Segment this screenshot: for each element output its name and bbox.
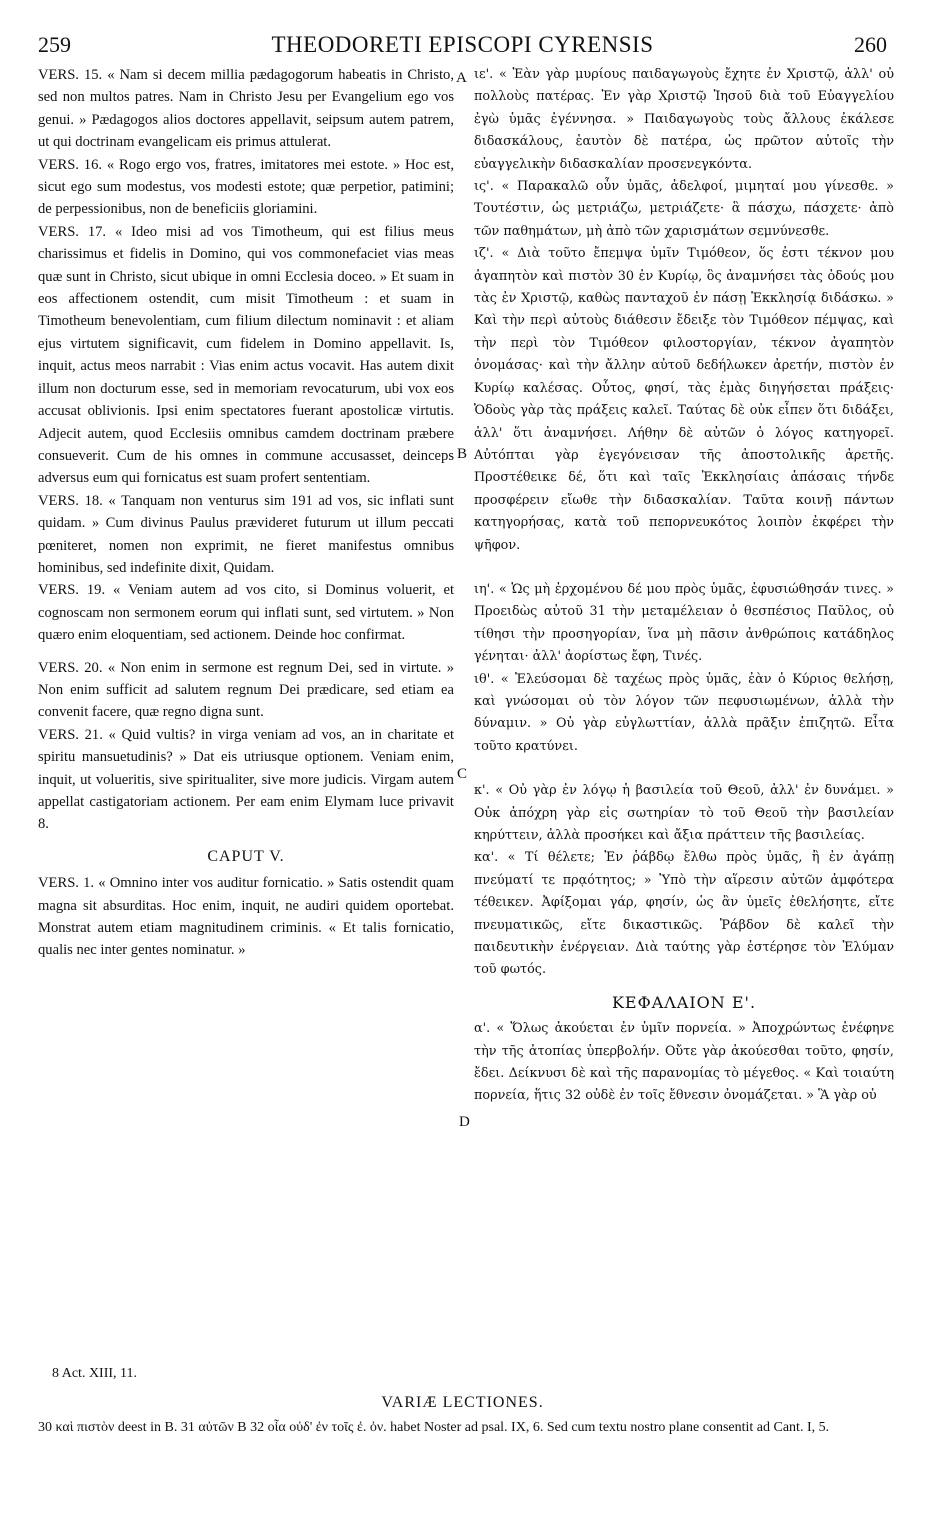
greek-paragraph: ιη'. « Ὡς μὴ ἐρχομένου δέ μου πρὸς ὑμᾶς, ἐφυσιώθησάν τινες. » Προειδὼς αὐτοῦ 31 τὴν μεταμέλειαν ὁ θεσπέσιος Παῦλος, οὐ τίθησι τὴν προσηγορίαν, ἵνα μὴ πᾶσιν ἀνθρώποις κατάδηλος γένηται· ἀλλ' ἀορίστως ἔφη, Τινές. (474, 581, 894, 665)
latin-paragraph: VERS. 18. « Tanquam non venturus sim 191 ad vos, sic inflati sunt quidam. » Cum divinus Paulus prævideret futurum ut illum peccati pœniteret, nomen non exprimit, ne fieret manifestus omnibus hominibus, sed indefinite dixit, Quidam. (38, 492, 454, 576)
greek-paragraph: ιε'. « Ἐὰν γὰρ μυρίους παιδαγωγοὺς ἔχητε ἐν Χριστῷ, ἀλλ' οὐ πολλοὺς πατέρας. Ἐν γὰρ Χριστῷ Ἰησοῦ διὰ τοῦ Εὐαγγελίου ἐγὼ ὑμᾶς ἐγέννησα. » Παιδαγωγοὺς τοὺς ἄλλους ἐκάλεσε διδασκάλους, ἑαυτὸν δὲ πατέρα, ὡς πρῶτον αὐτοῖς τὴν εὐαγγελικὴν διδασκαλίαν προσενεγκόντα. (474, 67, 894, 172)
greek-paragraph: ιζ'. « Διὰ τοῦτο ἔπεμψα ὑμῖν Τιμόθεον, ὅς ἐστι τέκνον μου ἀγαπητὸν καὶ πιστὸν 30 ἐν Κυρίῳ, ὃς ἀναμνήσει τὰς ὁδούς μου τὰς ἐν Χριστῷ, καθὼς πανταχοῦ ἐν πάσῃ Ἐκκλησίᾳ διδάσκω. » Καὶ τὴν περὶ αὐτοὺς διάθεσιν ἔδειξε τὸν Τιμόθεον πέμψας, καὶ τὴν περὶ τὸν Τιμόθεον φιλοστοργίαν, τέκνον ἀγαπητὸν ὀνομάσας· καὶ τὴν ἄλλην αὐτοῦ δεδήλωκεν ἀρετήν, πιστὸν ἐν Κυρίῳ καλέσας. Οὗτος, φησί, τὰς ἐμὰς διηγήσεται πράξεις· Ὁδοὺς γὰρ τὰς πράξεις καλεῖ. Ταύτας δὲ οὐκ εἶπεν ὅτι διδάξει, ἀλλ' ὅτι ἀναμνήσει. Λήθην δὲ αὐτῶν ὁ λόγος κατηγορεῖ. Αὐτόπται γὰρ ἐγεγόνεισαν τῆς ἀποστολικῆς ἀρετῆς. Προστέθεικε δέ, ὅτι καὶ ταῖς Ἐκκλησίαις ἁπάσαις τήνδε προσφέρειν εἴωθε τὴν διδασκαλίαν. Ταῦτα κοινῇ πάντων κατηγορήσας, κατὰ τοῦ πεπορνευκότος λοιπὸν ἐκφέρει τὴν ψῆφον. (474, 246, 894, 553)
margin-letter-a: A (456, 70, 467, 86)
greek-column (474, 64, 894, 1108)
margin-letter-c: C (457, 766, 468, 782)
latin-paragraph: VERS. 19. « Veniam autem ad vos cito, si Dominus voluerit, et cognoscam non sermonem eorum qui inflati sunt, sed virtutem. » Non quæro enim eloquentiam, sed actionem. Deinde hoc confirmat. (38, 582, 454, 644)
footnote: 8 Act. XIII, 11. (52, 1366, 138, 1381)
running-title: THEODORETI EPISCOPI CYRENSIS (271, 32, 654, 57)
greek-paragraph: α'. « Ὅλως ἀκούεται ἐν ὑμῖν πορνεία. » Ἀποχρώντως ἐνέφηνε τὴν τῆς ἀτοπίας ὑπερβολήν. Οὔτε γὰρ ἀκούεσθαι τοῦτο, φησίν, ἔδει. Δείκνυσι δὲ καὶ τῆς παρανομίας τὸ μέγεθος. « Καὶ τοιαύτη πορνεία, ἥτις 32 οὐδὲ ἐν τοῖς ἔθνεσιν ὀνομάζεται. » Ἃ γὰρ οὐ (474, 1021, 894, 1104)
greek-paragraph: κα'. « Τί θέλετε; Ἐν ῥάβδῳ ἔλθω πρὸς ὑμᾶς, ἢ ἐν ἀγάπῃ πνεύματί τε πρᾳότητος; » Ὑπὸ τὴν αἵρεσιν αὐτῶν ἀμφότερα τέθεικεν. Ἀφίξομαι γάρ, φησίν, ὡς ἂν ὑμεῖς ἐθελήσητε, εἴτε πνευματικῶς, εἴτε δικαστικῶς. Ῥάβδον δὲ καλεῖ τὴν παιδευτικὴν ἐνέργειαν. Διὰ ταύτης γὰρ ἐστέρησε τὸν Ἐλύμαν τοῦ φωτός. (474, 850, 894, 978)
page-number-right: 260 (854, 32, 887, 57)
greek-paragraph: κ'. « Οὐ γὰρ ἐν λόγῳ ἡ βασιλεία τοῦ Θεοῦ, ἀλλ' ἐν δυνάμει. » Οὐκ ἀπόχρη γὰρ εἰς σωτηρίαν τὸ τοῦ Θεοῦ τὴν βασιλείαν κηρύττειν, ἀλλὰ προσήκει καὶ ἄξια πράττειν τῆς βασιλείας. (474, 783, 894, 843)
latin-paragraph: VERS. 16. « Rogo ergo vos, fratres, imitatores mei estote. » Hoc est, sicut ego sum modestus, vos modesti estote; quæ perpetior, patimini; de perpessionibus, non de beneficiis gloriamini. (38, 156, 454, 218)
page-header (38, 32, 887, 62)
chapter-heading-greek: ΚΕΦΑΛΑΙΟΝ Ε'. (611, 992, 757, 1012)
latin-paragraph: VERS. 20. « Non enim in sermone est regnum Dei, sed in virtute. » Non enim sufficit ad salutem regnum Dei prædicare, sed etiam ea convenit facere, quæ regno digna sunt. (38, 659, 454, 721)
latin-paragraph: VERS. 15. « Nam si decem millia pædagogorum habeatis in Christo, sed non multos patres. Nam in Christo Jesu per Evangelium ego vos genui. » Pædagogos alios doctores appellavit, seipsum autem patrem, ut qui doctrinam evangelicam eis primus attulerat. (38, 67, 454, 151)
latin-paragraph: VERS. 21. « Quid vultis? in virga veniam ad vos, an in charitate et spiritu mansuetudinis? » Dat eis utriusque optionem. Veniam enim, inquit, ut volueritis, sive spiritualiter, sive more judicis. Virgam autem appellat castigatoriam actionem. Per eam enim Elymam luce privavit 8. (38, 726, 454, 833)
latin-paragraph: VERS. 17. « Ideo misi ad vos Timotheum, qui est filius meus charissimus et fidelis in Domino, qui vos commonefaciet vias meas quæ sunt in Christo, sicut ubique in omni Ecclesia doceo. » Et suam in eos affectionem ostendit, cum misit Timotheum : et suam in Timotheum benevolentiam, cum filium dilectum nominavit : et aliam ejus virtutem significavit, cum fidelem in Domino appellavit. Is, inquit, actus meos narrabit : Vias enim actus vocavit. Has autem dixit illum non docturum esse, sed in memoriam revocaturum, ubi vox eos accusat oblivionis. Ipsi enim spectatores fuerant apostolicæ virtutis. Adjecit autem, quod Ecclesiis omnibus camdem doctrinam præbere consueverit. Cum de his omnes in commune accusasset, deinceps adversus eum qui fornicatus est suam profert sententiam. (38, 223, 454, 487)
greek-paragraph: ιθ'. « Ἐλεύσομαι δὲ ταχέως πρὸς ὑμᾶς, ἐὰν ὁ Κύριος θελήσῃ, καὶ γνώσομαι οὐ τὸν λόγον τῶν πεφυσιωμένων, ἀλλὰ τὴν δύναμιν. » Οὐ γὰρ εὐγλωττίαν, ἀλλὰ πρᾶξιν ἐπιζητῶ. Εἶτα τοῦτο κρατύνει. (474, 671, 894, 754)
latin-paragraph: VERS. 1. « Omnino inter vos auditur fornicatio. » Satis ostendit quam magna sit absurditas. Hoc enim, inquit, ne audiri quidem oportebat. Monstrat autem etiam magnitudinem criminis. « Et talis fornicatio, qualis nec inter gentes nominatur. » (38, 875, 454, 959)
margin-letter-b: B (457, 446, 468, 462)
variae-lectiones-title: VARIÆ LECTIONES. (381, 1394, 544, 1411)
variae-lectiones-text: 30 καὶ πιστὸν deest in B. 31 αὐτῶν B 32 οἷα οὐδ' ἐν τοῖς ἐ. ὀν. habet Noster ad psal. IX, 6. Sed cum textu nostro plane consentit ad Cant. I, 5. (38, 1420, 830, 1435)
latin-column (38, 64, 454, 962)
margin-letter-d: D (459, 1114, 470, 1130)
page-number-left: 259 (38, 32, 71, 57)
chapter-heading-latin: CAPUT V. (207, 847, 285, 865)
greek-paragraph: ις'. « Παρακαλῶ οὖν ὑμᾶς, ἀδελφοί, μιμηταί μου γίνεσθε. » Τουτέστιν, ὡς μετριάζω, μετριάζετε· ἃ πάσχω, πάσχετε· ἀπὸ τῶν παθημάτων, μὴ ἀπὸ τῶν χαρισμάτων σεμνύνεσθε. (474, 179, 894, 239)
